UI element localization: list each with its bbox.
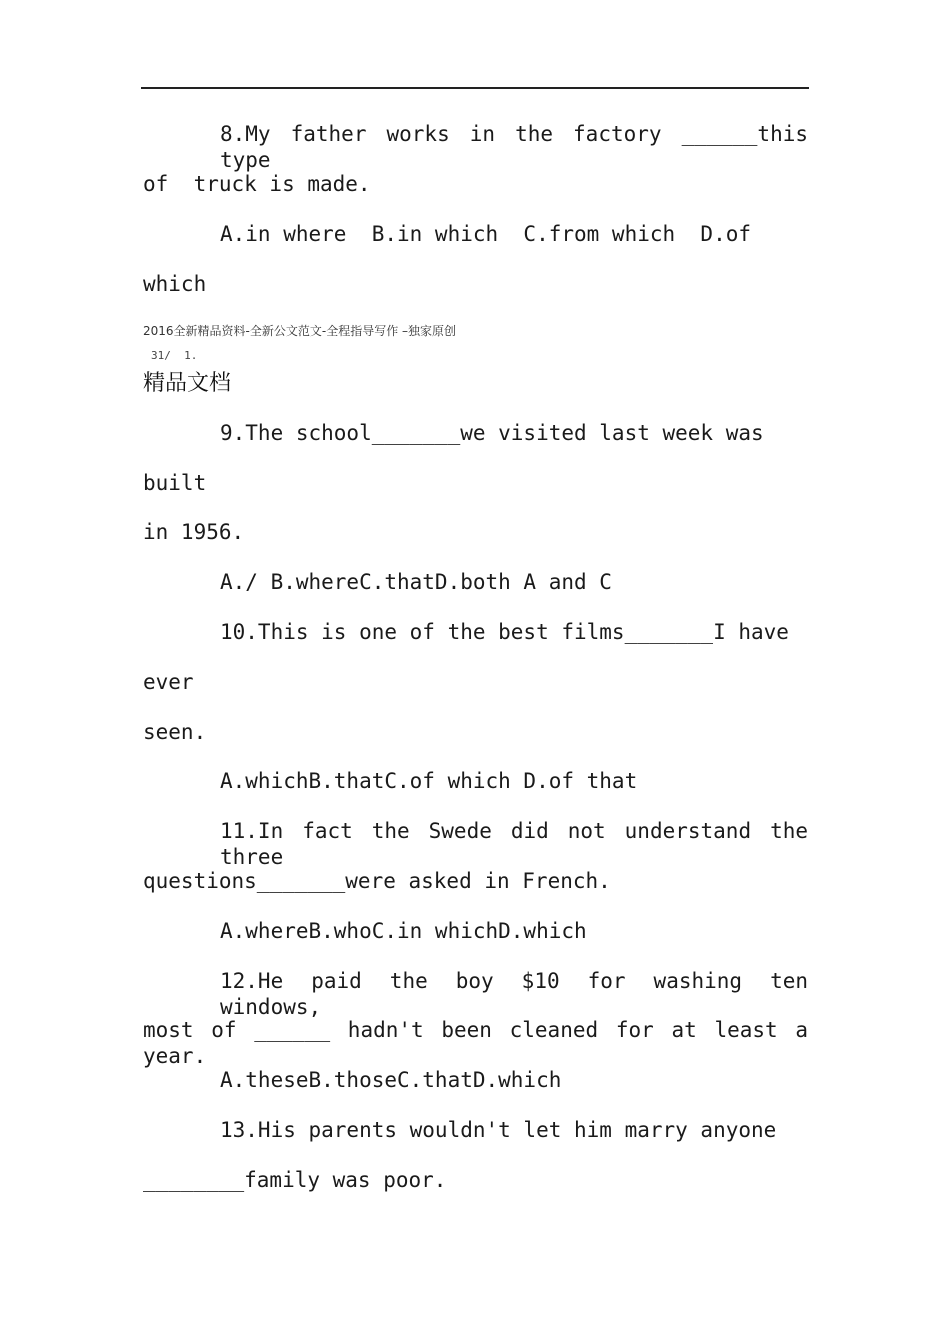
q12-options: A.theseB.thoseC.thatD.which (220, 1068, 562, 1092)
watermark-text: 2016全新精品资料-全新公文范文-全程指导写作 –独家原创 (143, 324, 457, 338)
q10-line3: seen. (143, 720, 207, 744)
page-number: 31/ 1. (151, 349, 198, 362)
q9-line1: 9.The school_______we visited last week was (220, 421, 764, 445)
q11-options: A.whereB.whoC.in whichD.which (220, 919, 587, 943)
brand-heading: 精品文档 (143, 371, 232, 396)
q11-line1: 11.In fact the Swede did not understand the three (220, 819, 808, 869)
q8-line2: of truck is made. (143, 172, 371, 196)
q13-line2: ________family was poor. (143, 1168, 447, 1192)
q9-line3: in 1956. (143, 520, 245, 544)
q11-line2: questions_______were asked in French. (143, 869, 611, 893)
q8-options-cont: which (143, 272, 207, 296)
q9-line2: built (143, 471, 207, 495)
q13-line1: 13.His parents wouldn't let him marry anyone (220, 1118, 777, 1142)
header-rule (141, 87, 809, 89)
q10-options: A.whichB.thatC.of which D.of that (220, 769, 638, 793)
q8-options: A.in where B.in which C.from which D.of (220, 222, 752, 246)
q8-line1: 8.My father works in the factory ______this type (220, 122, 808, 172)
q10-line1: 10.This is one of the best films_______I have (220, 620, 789, 644)
q12-line2: most of ______ hadn't been cleaned for at least a year. (143, 1018, 808, 1068)
q12-line1: 12.He paid the boy $10 for washing ten windows, (220, 969, 808, 1019)
q9-options: A./ B.whereC.thatD.both A and C (220, 570, 612, 594)
q10-line2: ever (143, 670, 194, 694)
